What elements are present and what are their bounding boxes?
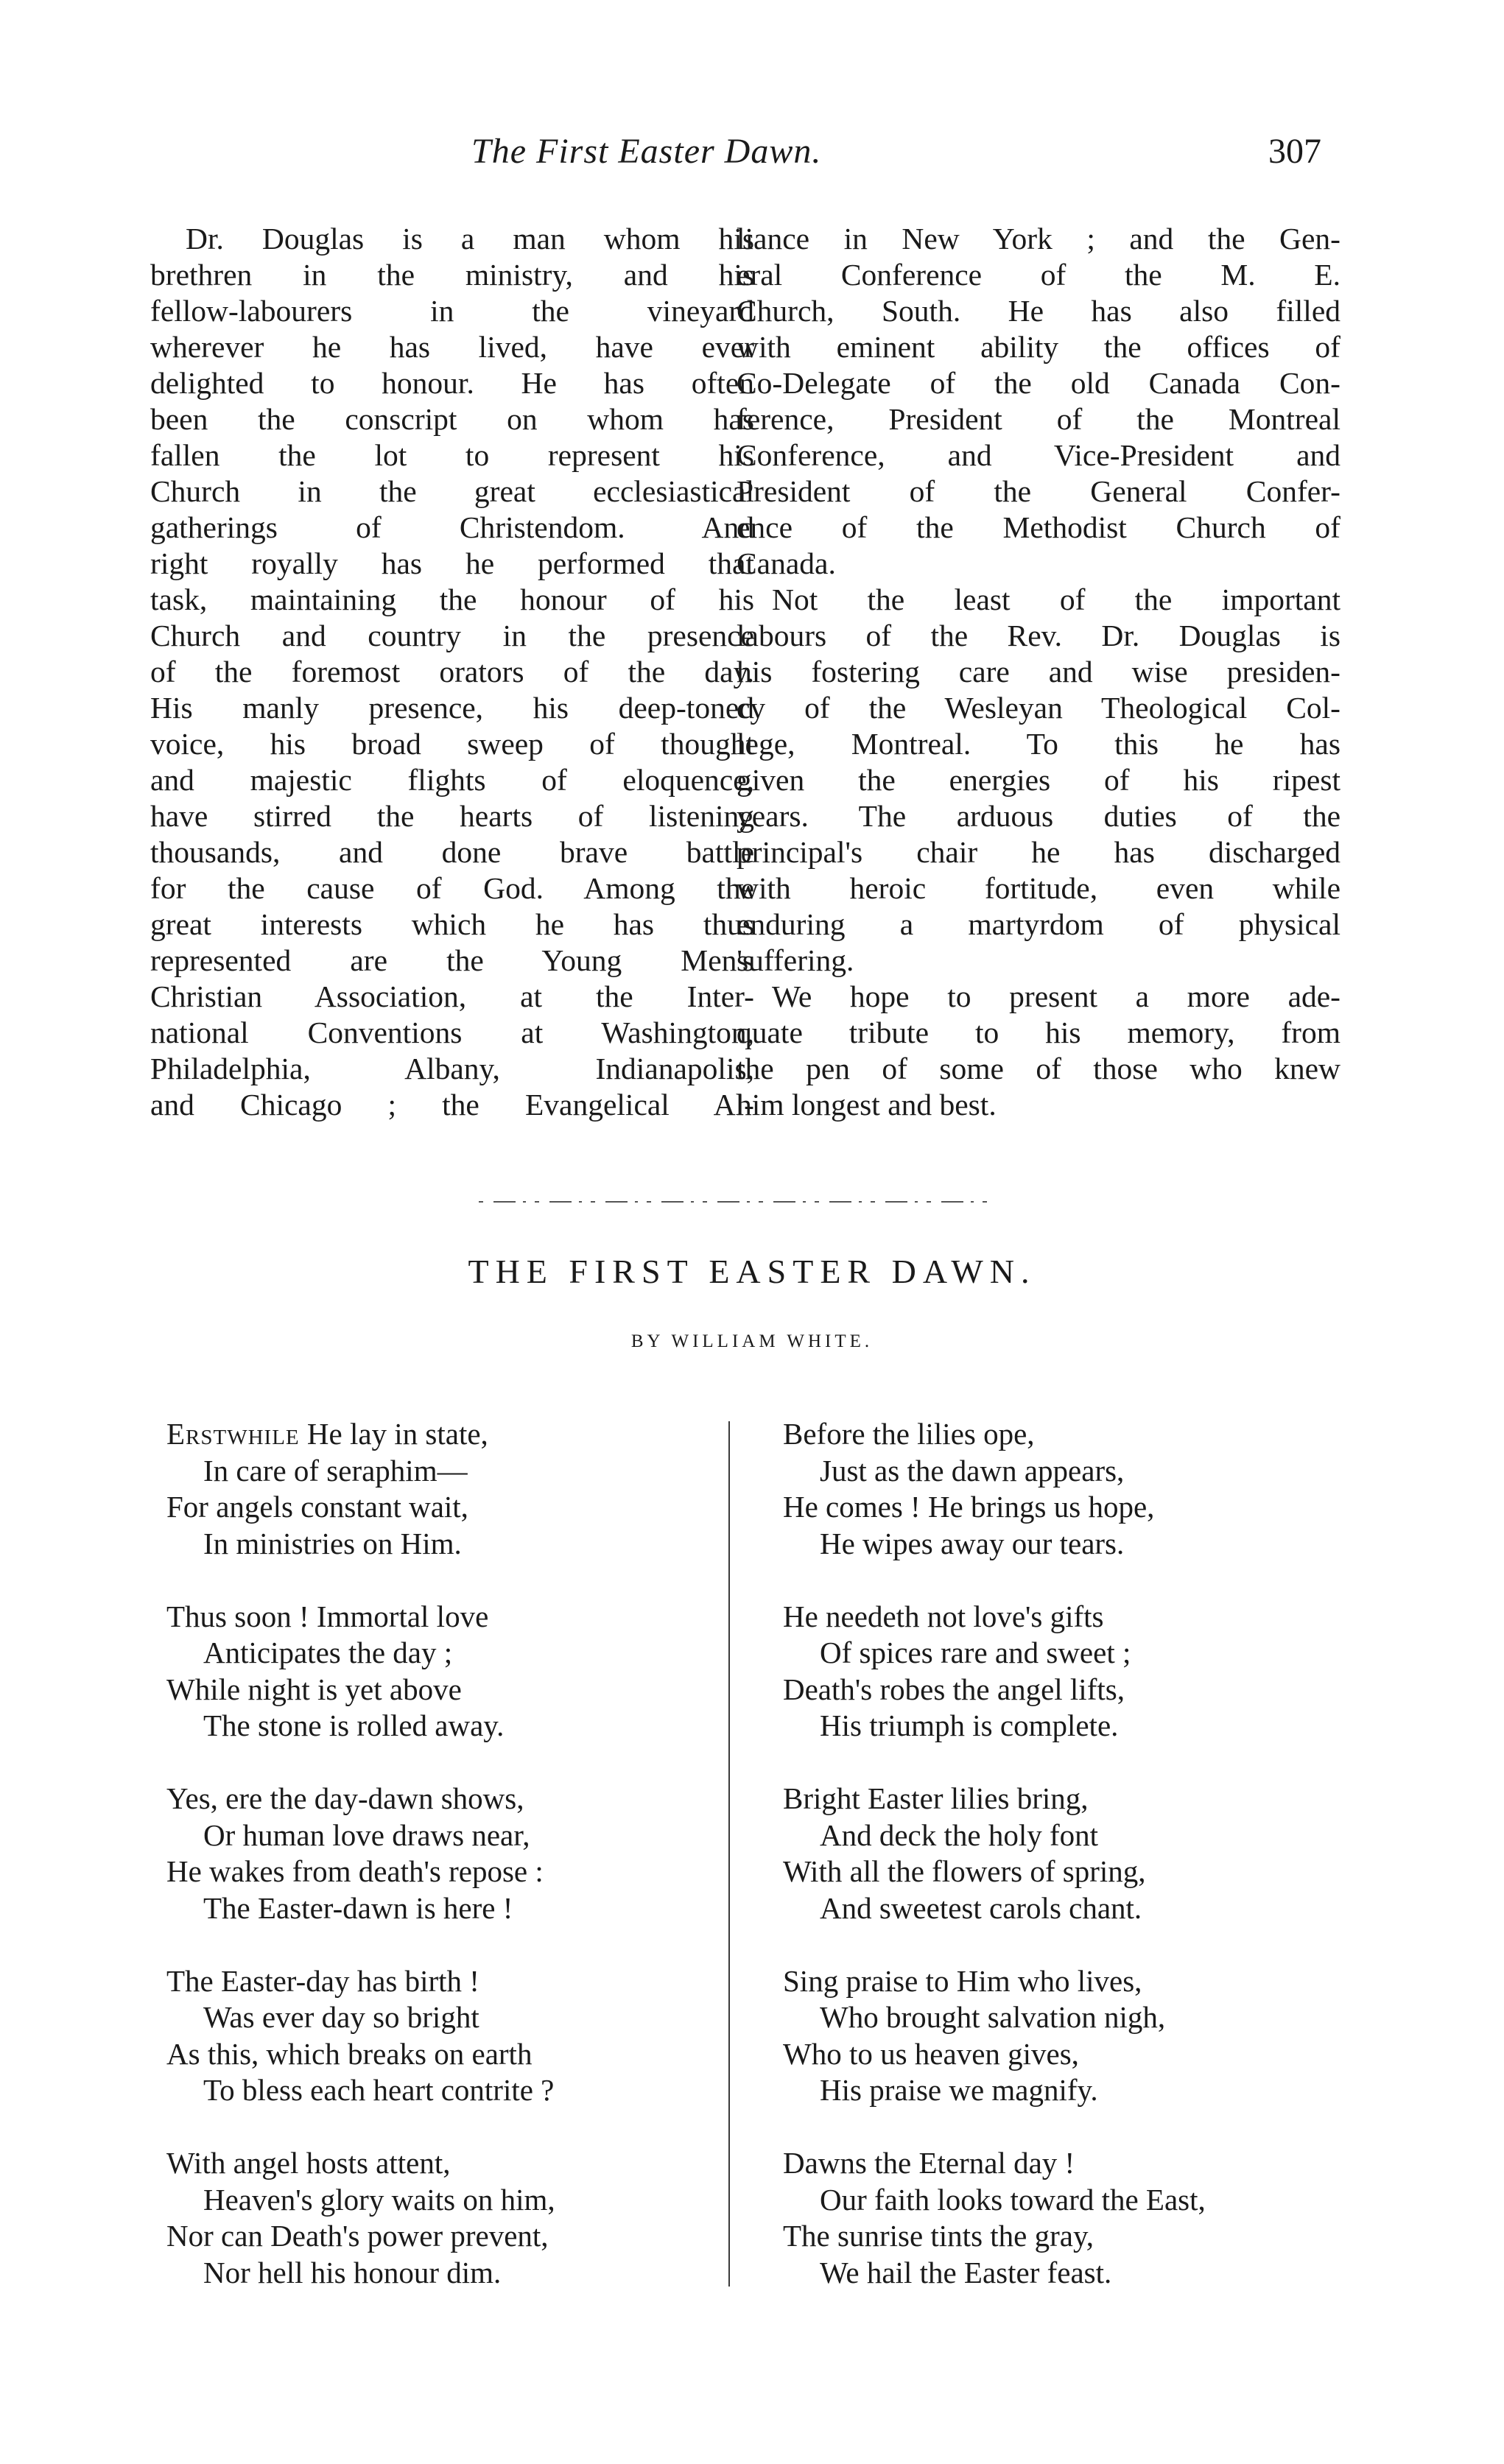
poem-line: Was ever day so bright <box>203 2000 479 2034</box>
poem-line: The Easter-dawn is here ! <box>203 1890 513 1925</box>
poem-line: For angels constant wait, <box>166 1490 468 1524</box>
poem-line: He wipes away our tears. <box>820 1526 1125 1560</box>
prose-line: thousands, and done brave battle <box>150 835 754 869</box>
poem-line: To bless each heart contrite ? <box>203 2073 555 2107</box>
prose-line: voice, his broad sweep of thought <box>150 727 754 761</box>
prose-line: President of the General Confer- <box>737 474 1340 508</box>
poem-line: As this, which breaks on earth <box>166 2036 533 2071</box>
prose-line: great interests which he has thus <box>150 907 754 941</box>
opening-line-rest: He lay in state, <box>299 1417 488 1451</box>
prose-line: the pen of some of those who knew <box>737 1052 1340 1085</box>
poem-stanza <box>783 2145 1387 2328</box>
poem-byline: BY WILLIAM WHITE. <box>630 1331 874 1351</box>
poem-line: His triumph is complete. <box>820 1708 1119 1742</box>
prose-line: national Conventions at Washington, <box>150 1015 754 1049</box>
prose-line: labours of the Rev. Dr. Douglas is <box>737 619 1340 652</box>
prose-line: brethren in the ministry, and his <box>150 258 754 292</box>
poem-line: Who to us heaven gives, <box>783 2036 1079 2071</box>
prose-line: His manly presence, his deep-toned <box>150 691 754 725</box>
prose-line: ference, President of the Montreal <box>737 402 1340 436</box>
prose-line: Church in the great ecclesiastical <box>150 474 754 508</box>
prose-line: cy of the Wesleyan Theological Col- <box>737 691 1340 725</box>
prose-line: quate tribute to his memory, from <box>737 1015 1340 1049</box>
poem-column-left <box>166 1416 770 2328</box>
poem-line: Before the lilies ope, <box>783 1417 1035 1451</box>
poem-line: We hail the Easter feast. <box>820 2255 1112 2289</box>
prose-line: have stirred the hearts of listening <box>150 799 754 833</box>
prose-line: Christian Association, at the Inter- <box>150 979 754 1013</box>
poem-line: In ministries on Him. <box>203 1526 462 1560</box>
prose-line: with heroic fortitude, even while <box>737 871 1340 905</box>
prose-line: Conference, and Vice-President and <box>737 438 1340 472</box>
prose-line: Church, South. He has also filled <box>737 294 1340 328</box>
prose-line: Church and country in the presence <box>150 619 754 652</box>
prose-line: delighted to honour. He has often <box>150 366 754 400</box>
prose-line: with eminent ability the offices of <box>737 330 1340 364</box>
prose-line: of the foremost orators of the day. <box>150 655 754 689</box>
poem-line: Anticipates the day ; <box>203 1636 453 1669</box>
poem-line: The Easter-day has birth ! <box>166 1963 479 1998</box>
poem-line: Just as the dawn appears, <box>820 1453 1125 1488</box>
poem-stanza <box>783 1416 1387 1599</box>
prose-line: his fostering care and wise presiden- <box>737 655 1340 689</box>
poem-line: Dawns the Eternal day ! <box>783 2146 1075 2180</box>
prose-line: ence of the Methodist Church of <box>737 510 1340 544</box>
prose-line: Philadelphia, Albany, Indianapolis, <box>150 1052 754 1085</box>
poem-column-right <box>783 1416 1387 2328</box>
prose-line: wherever he has lived, have ever <box>150 330 754 364</box>
prose-line: Co-Delegate of the old Canada Con- <box>737 366 1340 400</box>
opening-word: Erstwhile <box>166 1417 300 1451</box>
prose-line: been the conscript on whom has <box>150 402 754 436</box>
poem-line: Heaven's glory waits on him, <box>203 2182 555 2217</box>
poem-line: Or human love draws near, <box>203 1817 530 1852</box>
poem-stanza <box>166 1781 770 1963</box>
column-rule <box>728 1421 730 2287</box>
poem-line: The sunrise tints the gray, <box>783 2219 1094 2253</box>
prose-line: him longest and best. <box>737 1088 997 1122</box>
poem-title: THE FIRST EASTER DAWN. <box>468 1253 1036 1290</box>
poem-stanza <box>783 1781 1387 1963</box>
prose-line: Canada. <box>737 546 836 580</box>
poem-line: Thus soon ! Immortal love <box>166 1599 489 1633</box>
poem-line: And deck the holy font <box>820 1817 1099 1852</box>
prose-line: We hope to present a more ade- <box>772 979 1340 1013</box>
prose-line: for the cause of God. Among the <box>150 871 754 905</box>
poem-stanza <box>783 1599 1387 1781</box>
poem-stanza <box>166 1599 770 1781</box>
poem-line: With angel hosts attent, <box>166 2146 451 2180</box>
prose-line: Not the least of the important <box>772 582 1340 616</box>
prose-line: and Chicago ; the Evangelical Al- <box>150 1088 754 1122</box>
prose-line: Dr. Douglas is a man whom his <box>186 222 754 256</box>
prose-line: and majestic flights of eloquence, <box>150 763 754 797</box>
poem-stanza <box>166 1416 770 1599</box>
poem-line: He wakes from death's repose : <box>166 1854 544 1888</box>
poem-stanza <box>166 2145 770 2328</box>
prose-line: given the energies of his ripest <box>737 763 1340 797</box>
poem-line: Bright Easter lilies bring, <box>783 1781 1089 1815</box>
poem-line: Nor can Death's power prevent, <box>166 2219 549 2253</box>
section-divider <box>479 1199 994 1205</box>
poem-line: Our faith looks toward the East, <box>820 2182 1206 2217</box>
poem-line: Death's robes the angel lifts, <box>783 1672 1125 1706</box>
poem-stanza <box>783 1963 1387 2146</box>
poem-line: Nor hell his honour dim. <box>203 2255 502 2289</box>
poem-line: In care of seraphim— <box>203 1453 468 1488</box>
prose-line: fellow-labourers in the vineyard <box>150 294 754 328</box>
poem-line: With all the flowers of spring, <box>783 1854 1146 1888</box>
prose-line: years. The arduous duties of the <box>737 799 1340 833</box>
prose-line: liance in New York ; and the Gen- <box>737 222 1340 256</box>
poem-line: While night is yet above <box>166 1672 462 1706</box>
prose-line: enduring a martyrdom of physical <box>737 907 1340 941</box>
poem-line: Sing praise to Him who lives, <box>783 1963 1142 1998</box>
poem-stanza <box>166 1963 770 2146</box>
poem-line: And sweetest carols chant. <box>820 1890 1142 1925</box>
poem-line: The stone is rolled away. <box>203 1708 505 1742</box>
poem-line <box>166 1416 770 1453</box>
prose-line: lege, Montreal. To this he has <box>737 727 1340 761</box>
prose-line: gatherings of Christendom. And <box>150 510 754 544</box>
prose-line: task, maintaining the honour of his <box>150 582 754 616</box>
prose-line: suffering. <box>737 943 854 977</box>
poem-line: He comes ! He brings us hope, <box>783 1490 1155 1524</box>
prose-column-right <box>737 221 1340 1123</box>
poem-line: Who brought salvation nigh, <box>820 2000 1166 2034</box>
prose-line: right royally has he performed that <box>150 546 754 580</box>
poem-line: His praise we magnify. <box>820 2073 1098 2107</box>
prose-column-left <box>150 221 754 1123</box>
prose-line: eral Conference of the M. E. <box>737 258 1340 292</box>
poem-line: Of spices rare and sweet ; <box>820 1636 1131 1669</box>
page-number: 307 <box>1268 132 1321 171</box>
prose-line: represented are the Young Men's <box>150 943 754 977</box>
poem-line: Yes, ere the day-dawn shows, <box>166 1781 524 1815</box>
poem-line: He needeth not love's gifts <box>783 1599 1104 1633</box>
prose-line: fallen the lot to represent his <box>150 438 754 472</box>
running-title: The First Easter Dawn. <box>471 132 822 171</box>
prose-line: principal's chair he has discharged <box>737 835 1340 869</box>
